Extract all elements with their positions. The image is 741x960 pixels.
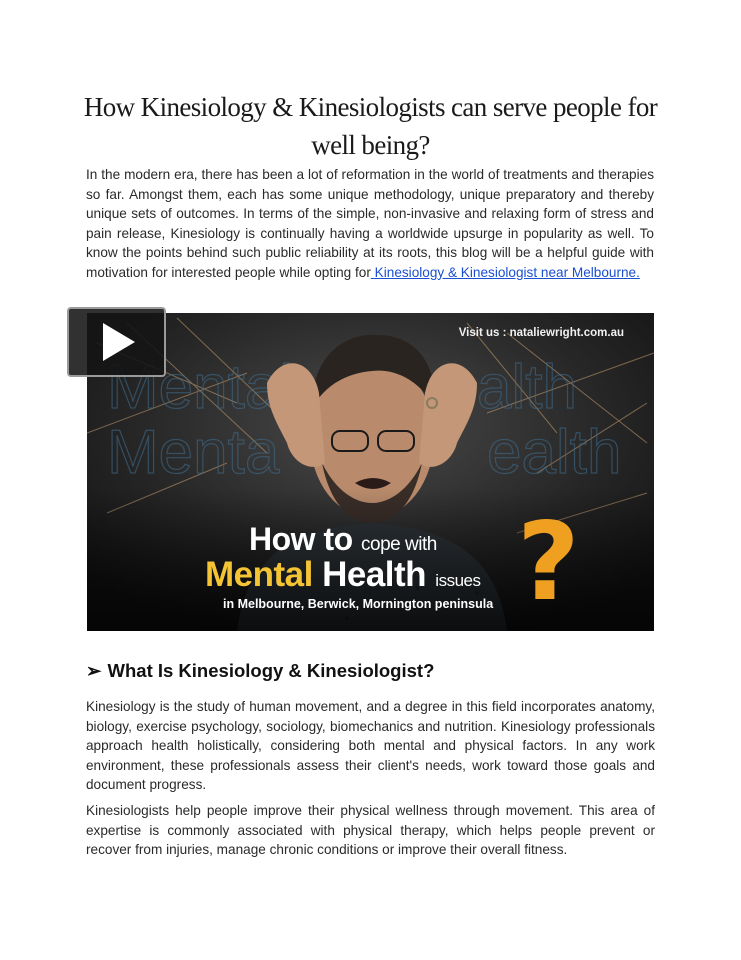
question-mark: ? xyxy=(517,500,580,625)
intro-paragraph xyxy=(86,165,654,282)
issues-text: issues xyxy=(435,571,481,590)
kinesiology-melbourne-link[interactable]: Kinesiology & Kinesiologist near Melbourne. xyxy=(370,264,640,280)
video-play-button[interactable] xyxy=(67,307,166,377)
section-heading-text: What Is Kinesiology & Kinesiologist? xyxy=(107,660,435,681)
hero-image xyxy=(87,313,654,631)
how-to-text: How to xyxy=(249,521,353,557)
visit-website-label: Visit us : nataliewright.com.au xyxy=(458,327,624,339)
health-text: Health xyxy=(322,555,427,594)
cope-with-text: cope with xyxy=(361,534,437,555)
intro-text: In the modern era, there has been a lot of reformation in the world of treatments and therapies so far. Amongst them, each has some unique methodology, unique preparatory and thereby unique sets of outcomes. In terms of the simple, non-invasive and relaxing form of stress and pain release, Kinesiology is continually having a worldwide upsurge in popularity as well. To know the points behind such public reliability at its roots, this blog will be a helpful guide with motivation for interested people while opting for xyxy=(86,167,654,280)
locations-label: in Melbourne, Berwick, Mornington peninsula xyxy=(223,597,494,611)
paragraph-kinesiologists-role: Kinesiologists help people improve their physical wellness through movement. This area of expertise is commonly associated with physical therapy, which helps people prevent or recover from injuries, manage chronic conditions or improve their overall fitness. xyxy=(86,803,655,858)
mental-text: Mental xyxy=(205,555,313,594)
arrow-bullet-icon: ➢ xyxy=(86,660,102,681)
title-line-2: well being? xyxy=(311,130,430,160)
paragraph-kinesiology-definition: Kinesiology is the study of human movement, and a degree in this field incorporates anatomy, biology, exercise psychology, sociology, biomechanics and nutrition. Kinesiology professionals approach health holistically, considering both mental and physical factors. In any work environment, these professionals assess their client's needs, work toward those goals and document progress. xyxy=(86,699,655,793)
play-icon xyxy=(69,309,164,375)
title-line-1: How Kinesiology & Kinesiologists can serve people for xyxy=(83,92,658,122)
page-title xyxy=(60,88,681,164)
section-heading xyxy=(86,658,654,684)
hero-illustration xyxy=(87,313,654,631)
